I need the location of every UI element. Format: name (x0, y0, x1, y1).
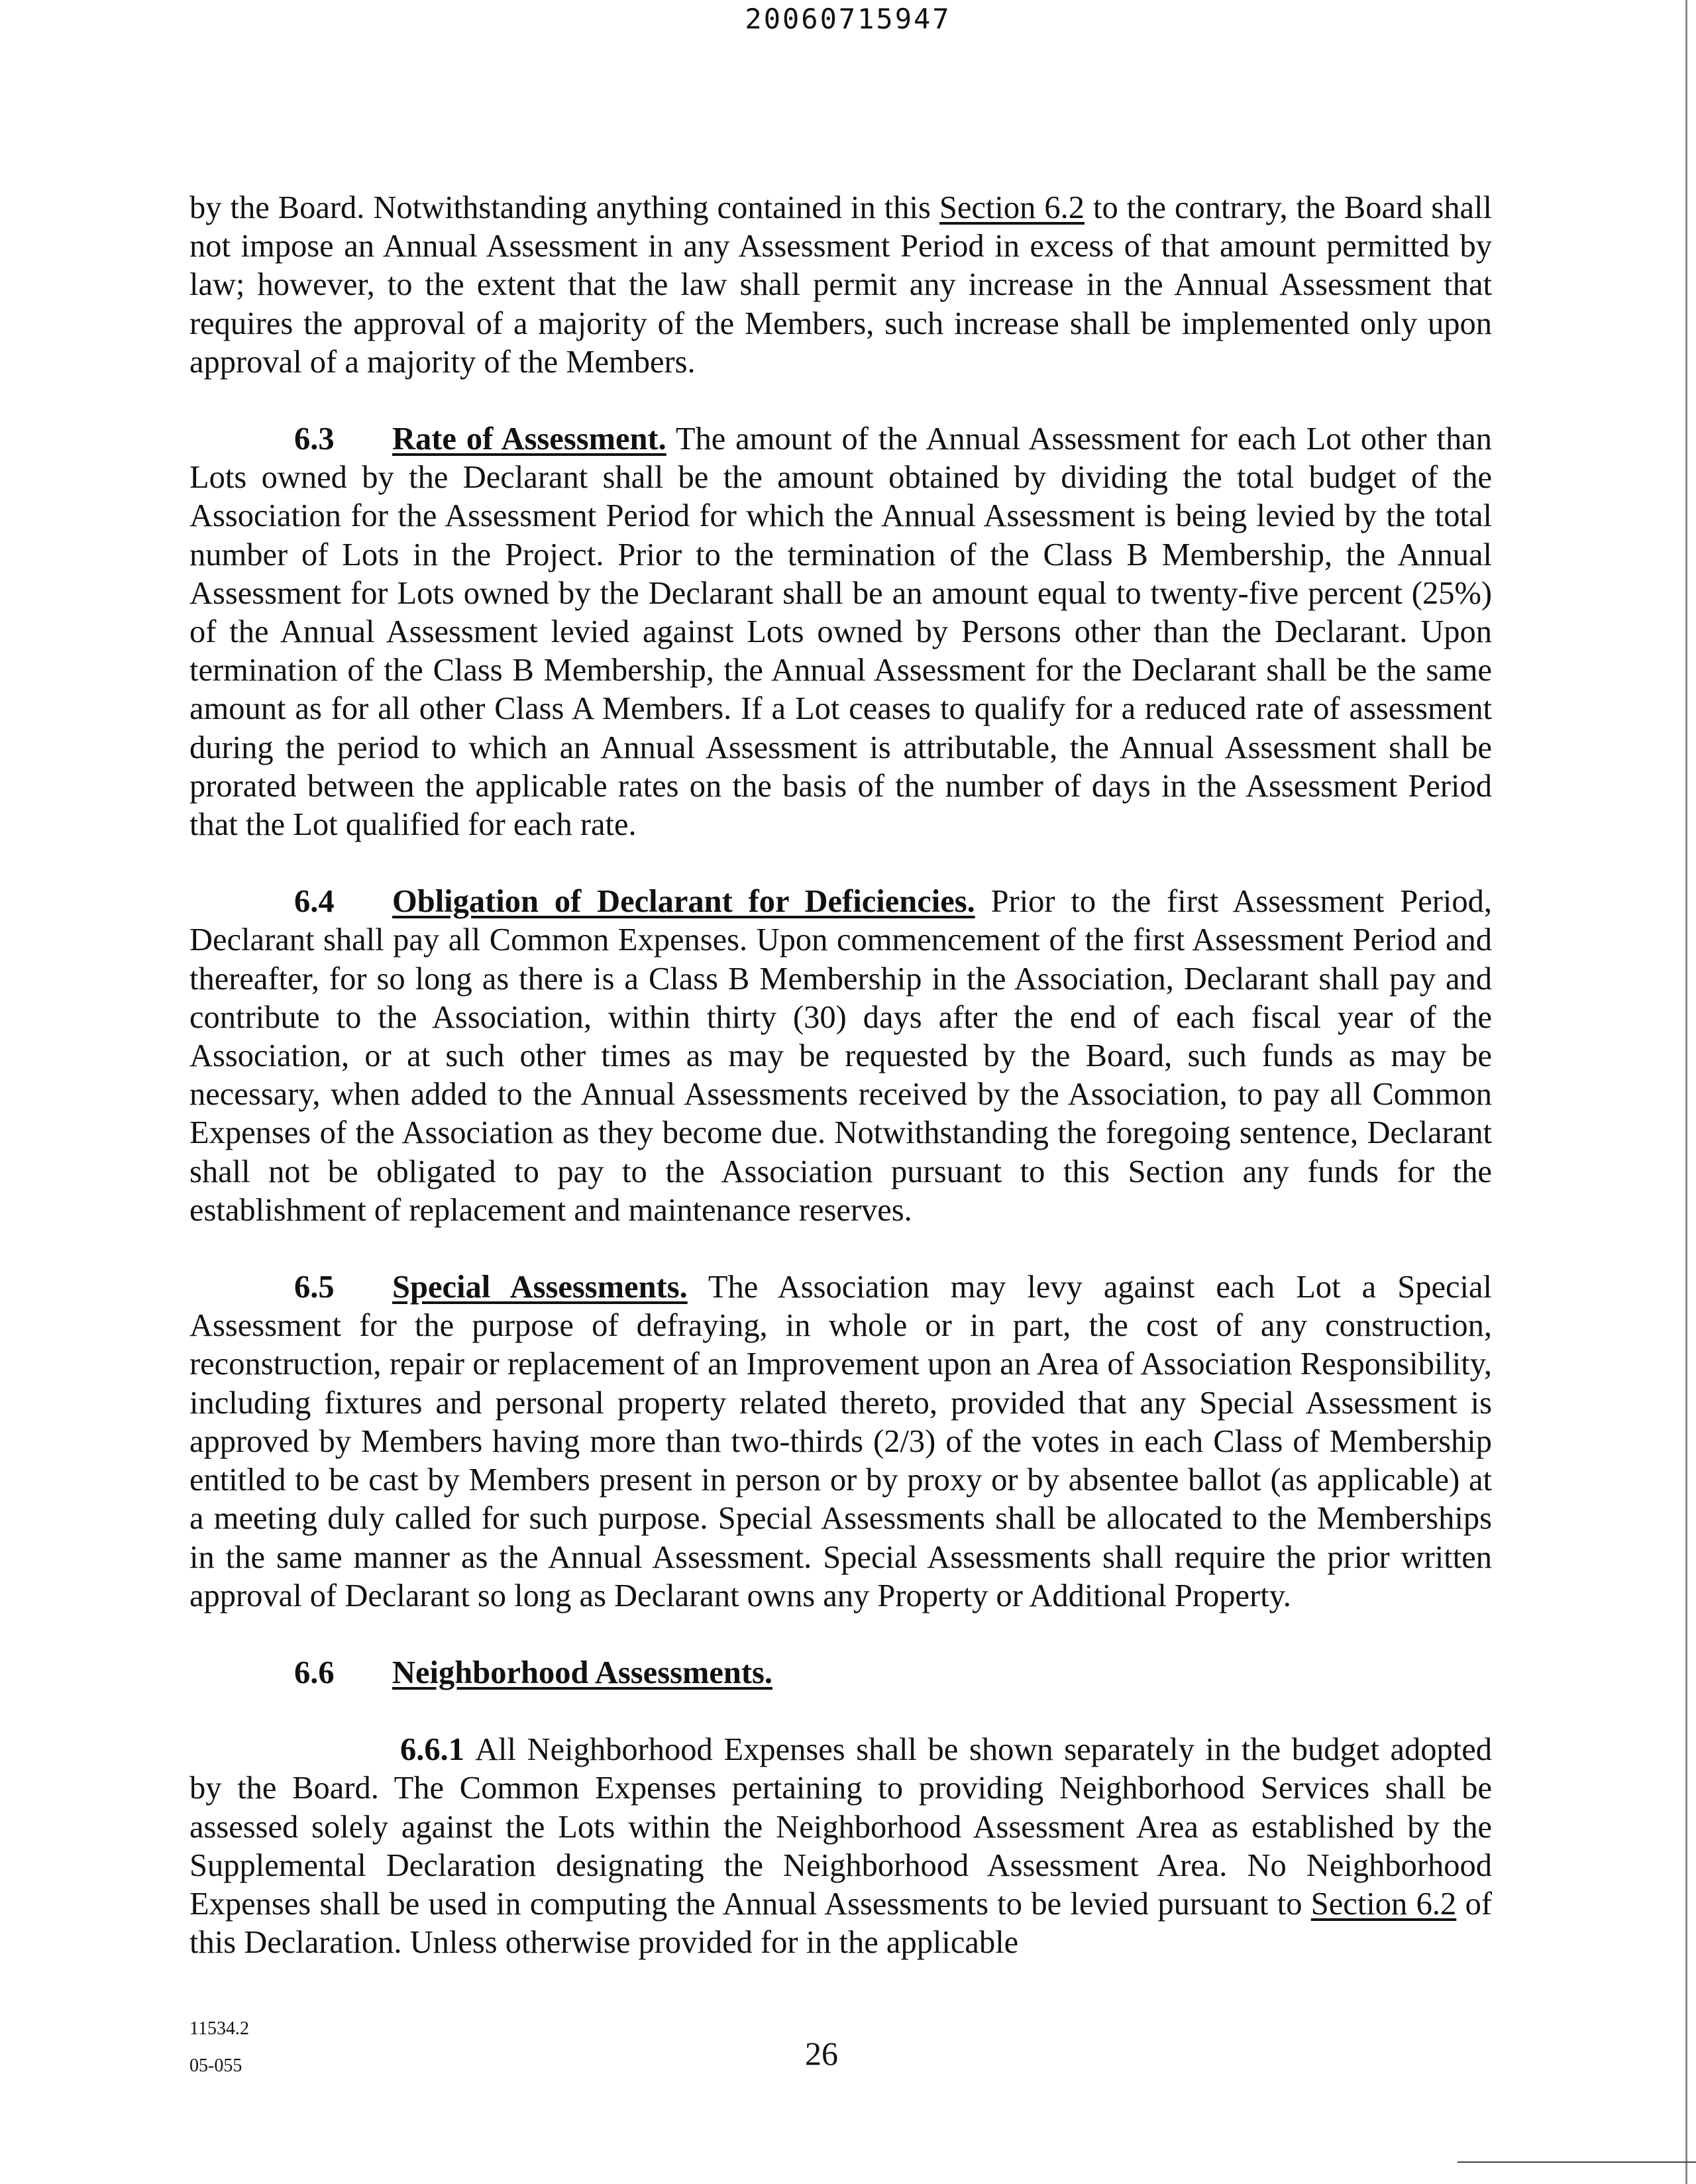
section-text: The amount of the Annual Assessment for each Lot other than Lots owned by the Declarant shall be the amount obtained by dividing the total budget of the Association for the Assessment Period for which the Annual Assessment is being levied by the total number of Lots in the Project. Prior to the termination of the Class B Membership, the Annual Assessment for Lots owned by the Declarant shall be an amount equal to twenty-five percent (25%) of the Annual Assessment levied against Lots owned by Persons other than the Declarant. Upon termination of the Class B Membership, the Annual Assessment for the Declarant shall be the same amount as for all other Class A Members. If a Lot ceases to qualify for a reduced rate of assessment during the period to which an Annual Assessment is attributable, the Annual Assessment shall be prorated between the applicable rates on the basis of the number of days in the Assessment Period that the Lot qualified for each rate. (189, 421, 1492, 843)
subsection-number: 6.6.1 (400, 1732, 464, 1768)
section-heading: Obligation of Declarant for Deficiencies. (392, 884, 975, 920)
document-number: 20060715947 (745, 3, 951, 35)
section-6-4 (189, 883, 1492, 1230)
section-6-6-1 (189, 1731, 1492, 1962)
continuation-paragraph (189, 189, 1492, 382)
footer-doc-id: 11534.2 (189, 2018, 249, 2039)
continuation-text-end: to the contrary, the Board shall not impose an Annual Assessment in any Assessment Period in excess of that amount permitted by law; however, to the extent that the law shall permit any increase in the Annual Assessment that requires the approval of a majority of the Members, such increase shall be implemented only upon approval of a majority of the Members. (189, 190, 1492, 380)
section-reference: Section 6.2 (1310, 1886, 1457, 1922)
footer-doc-code: 05-055 (189, 2055, 242, 2076)
section-reference: Section 6.2 (939, 190, 1085, 225)
section-6-6 (189, 1654, 1492, 1692)
page-number: 26 (805, 2035, 838, 2072)
section-heading: Rate of Assessment. (392, 421, 666, 457)
section-6-5 (189, 1268, 1492, 1615)
section-6-3 (189, 420, 1492, 844)
subsection-text-start: All Neighborhood Expenses shall be shown separately in the budget adopted by the Board. The Common Expenses pertaining to providing Neighborhood Services shall be assessed solely against the Lots within the Neighborhood Assessment Area as established by the Supplemental Declaration designating the Neighborhood Assessment Area. No Neighborhood Expenses shall be used in computing the Annual Assessments to be levied pursuant to (189, 1732, 1492, 1922)
scan-edge-tick (1458, 2161, 1696, 2163)
section-number: 6.5 (294, 1270, 335, 1305)
section-text: Prior to the first Assessment Period, Declarant shall pay all Common Expenses. Upon commencement of the first Assessment Period and thereafter, for so long as there is a Class B Membership in the Association, Declarant shall pay and contribute to the Association, within thirty (30) days after the end of each fiscal year of the Association, or at such other times as may be requested by the Board, such funds as may be necessary, when added to the Annual Assessments received by the Association, to pay all Common Expenses of the Association as they become due. Notwithstanding the foregoing sentence, Declarant shall not be obligated to pay to the Association pursuant to this Section any funds for the establishment of replacement and maintenance reserves. (189, 884, 1492, 1228)
scan-edge-line (1685, 0, 1687, 2184)
section-text: The Association may levy against each Lot a Special Assessment for the purpose of defraying, in whole or in part, the cost of any construction, reconstruction, repair or replacement of an Improvement upon an Area of Association Responsibility, including fixtures and personal property related thereto, provided that any Special Assessment is approved by Members having more than two-thirds (2/3) of the votes in each Class of Membership entitled to be cast by Members present in person or by proxy or by absentee ballot (as applicable) at a meeting duly called for such purpose. Special Assessments shall be allocated to the Memberships in the same manner as the Annual Assessment. Special Assessments shall require the prior written approval of Declarant so long as Declarant owns any Property or Additional Property. (189, 1270, 1492, 1613)
continuation-text-start: by the Board. Notwithstanding anything contained in this (189, 190, 939, 225)
section-number: 6.4 (294, 884, 335, 920)
section-number: 6.6 (294, 1655, 335, 1690)
document-body (189, 189, 1492, 1962)
section-heading: Neighborhood Assessments. (392, 1655, 772, 1690)
section-heading: Special Assessments. (392, 1270, 688, 1305)
subsection-text-end: of this Declaration. Unless otherwise provided for in the applicable (189, 1886, 1492, 1961)
section-number: 6.3 (294, 421, 335, 457)
